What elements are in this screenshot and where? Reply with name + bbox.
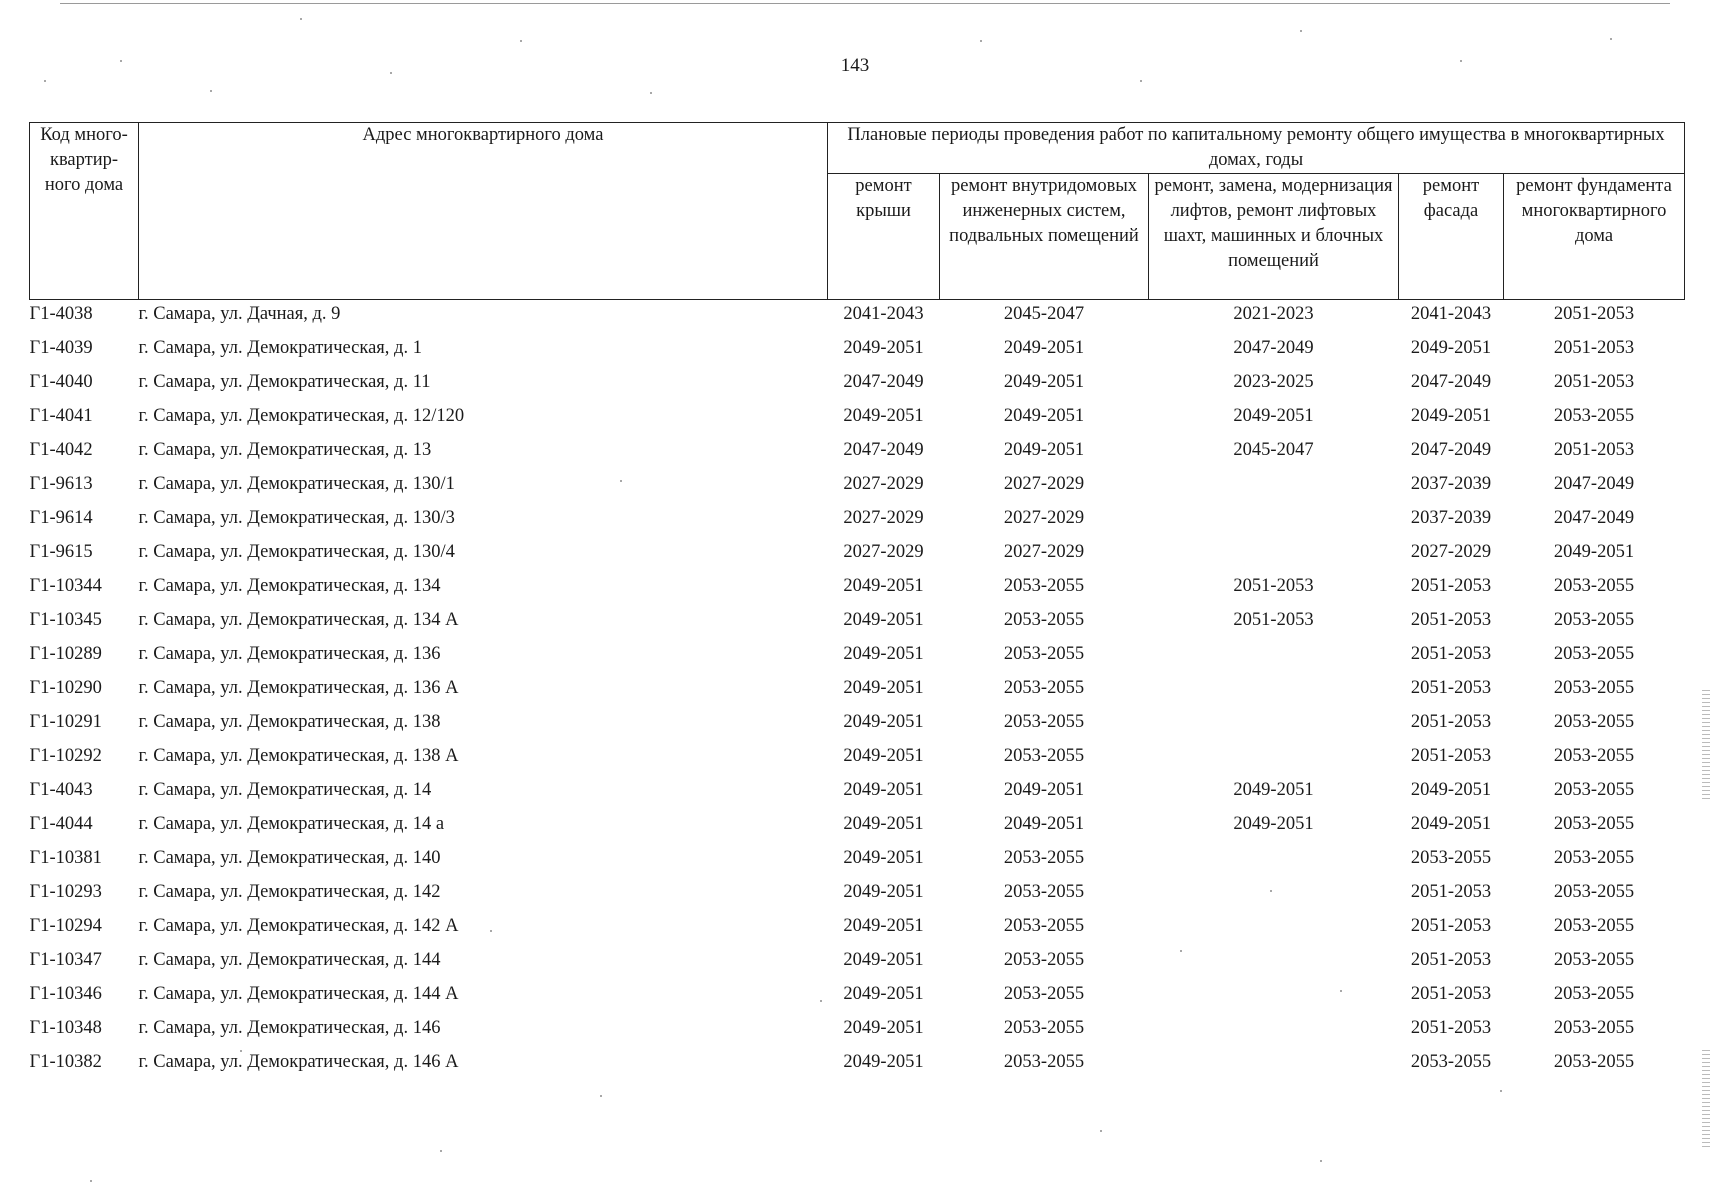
cell-code: Г1-10290 [29,678,102,698]
cell-code: Г1-4043 [29,780,93,800]
cell-roof: 2049-2051 [843,848,924,868]
cell-code: Г1-10291 [29,712,102,732]
table-row [30,812,1685,846]
cell-roof: 2049-2051 [843,1052,924,1072]
cell-facade: 2027-2029 [1410,542,1492,562]
cell-foundation: 2047-2049 [1553,508,1635,528]
cell-facade: 2049-2051 [1410,780,1492,800]
cell-facade: 2053-2055 [1410,848,1492,868]
cell-foundation: 2053-2055 [1553,984,1635,1004]
cell-systems: 2053-2055 [1003,1052,1085,1072]
cell-foundation: 2053-2055 [1553,916,1635,936]
cell-systems: 2049-2051 [1003,780,1085,800]
cell-address: г. Самара, ул. Демократическая, д. 140 [138,848,441,868]
table-row [30,540,1685,574]
scan-speck [620,480,622,482]
cell-facade: 2037-2039 [1410,508,1492,528]
cell-roof: 2049-2051 [843,746,924,766]
cell-roof: 2049-2051 [843,916,924,936]
table-row [30,846,1685,880]
table-row [30,642,1685,676]
table-header [30,123,1685,300]
cell-address: г. Самара, ул. Демократическая, д. 130/3 [138,508,455,528]
cell-foundation: 2051-2053 [1553,440,1635,460]
cell-systems: 2027-2029 [1003,508,1085,528]
cell-lifts [1149,1050,1399,1084]
table-row [30,438,1685,472]
cell-systems: 2027-2029 [1003,542,1085,562]
cell-facade: 2051-2053 [1410,746,1492,766]
header-lifts: ремонт, замена, модернизация лифтов, ремонт лифтовых шахт, машинных и блочных помещений [1149,174,1399,300]
cell-facade: 2053-2055 [1410,1052,1492,1072]
cell-systems: 2049-2051 [1003,440,1085,460]
cell-lifts [1149,846,1399,880]
cell-roof: 2049-2051 [843,610,924,630]
cell-facade: 2051-2053 [1410,984,1492,1004]
cell-foundation: 2053-2055 [1553,712,1635,732]
cell-roof: 2049-2051 [843,678,924,698]
page-number: 143 [840,55,870,76]
cell-code: Г1-10289 [29,644,102,664]
cell-facade: 2049-2051 [1410,406,1492,426]
cell-code: Г1-10293 [29,882,102,902]
table-row [30,370,1685,404]
table-body [30,300,1685,1085]
cell-lifts [1149,948,1399,982]
cell-systems: 2049-2051 [1003,406,1085,426]
cell-address: г. Самара, ул. Демократическая, д. 1 [138,338,422,358]
table-row [30,300,1685,337]
cell-code: Г1-10344 [29,576,102,596]
cell-facade: 2049-2051 [1410,814,1492,834]
cell-systems: 2053-2055 [1003,576,1085,596]
cell-lifts: 2045-2047 [1233,440,1314,460]
cell-lifts: 2021-2023 [1233,304,1314,324]
cell-address: г. Самара, ул. Демократическая, д. 134 [138,576,441,596]
cell-lifts [1149,676,1399,710]
header-address: Адрес многоквартирного дома [139,123,828,300]
cell-address: г. Самара, ул. Демократическая, д. 136 [138,644,441,664]
header-code: Код много-квартир-ного дома [30,123,139,300]
cell-roof: 2049-2051 [843,712,924,732]
cell-lifts: 2049-2051 [1233,780,1314,800]
table-row [30,472,1685,506]
cell-code: Г1-9614 [29,508,93,528]
cell-systems: 2053-2055 [1003,984,1085,1004]
table-row [30,982,1685,1016]
cell-foundation: 2053-2055 [1553,950,1635,970]
scan-edge-marks-bottom [1702,1050,1710,1150]
cell-systems: 2053-2055 [1003,848,1085,868]
scan-speck [600,1095,602,1097]
cell-facade: 2051-2053 [1410,950,1492,970]
scan-speck [1500,1090,1502,1092]
cell-foundation: 2053-2055 [1553,610,1635,630]
table-row [30,710,1685,744]
cell-lifts [1149,982,1399,1016]
scan-speck [390,72,392,74]
scan-speck [1300,30,1302,32]
cell-foundation: 2053-2055 [1553,1052,1635,1072]
cell-roof: 2049-2051 [843,406,924,426]
scan-speck [650,92,652,94]
cell-facade: 2051-2053 [1410,882,1492,902]
table-row [30,880,1685,914]
cell-facade: 2051-2053 [1410,916,1492,936]
cell-facade: 2051-2053 [1410,678,1492,698]
table-row [30,778,1685,812]
scan-speck [440,1150,442,1152]
cell-foundation: 2053-2055 [1553,780,1635,800]
cell-code: Г1-10294 [29,916,102,936]
scan-speck [300,18,302,20]
scan-speck [980,40,982,42]
cell-systems: 2053-2055 [1003,882,1085,902]
cell-code: Г1-4044 [29,814,93,834]
table-row [30,574,1685,608]
table-row [30,948,1685,982]
header-systems: ремонт внутридомовых инженерных систем, подвальных помещений [940,174,1149,300]
cell-foundation: 2053-2055 [1553,644,1635,664]
cell-code: Г1-10346 [29,984,102,1004]
cell-systems: 2045-2047 [1003,304,1085,324]
cell-foundation: 2053-2055 [1553,746,1635,766]
cell-code: Г1-4038 [29,304,93,324]
scan-speck [1460,60,1462,62]
scan-speck [44,80,46,82]
cell-systems: 2053-2055 [1003,610,1085,630]
header-foundation: ремонт фундамента многоквартирного дома [1504,174,1685,300]
cell-foundation: 2047-2049 [1553,474,1635,494]
scan-speck [240,1050,242,1052]
scan-speck [820,1000,822,1002]
table-row [30,506,1685,540]
cell-systems: 2053-2055 [1003,1018,1085,1038]
cell-lifts [1149,914,1399,948]
cell-roof: 2049-2051 [843,950,924,970]
cell-systems: 2053-2055 [1003,950,1085,970]
scan-speck [90,1180,92,1182]
cell-address: г. Самара, ул. Демократическая, д. 138 А [138,746,459,766]
cell-address: г. Самара, ул. Демократическая, д. 130/1 [138,474,455,494]
cell-lifts [1149,744,1399,778]
cell-foundation: 2053-2055 [1553,678,1635,698]
scan-speck [1140,80,1142,82]
header-facade: ремонт фасада [1399,174,1504,300]
cell-address: г. Самара, ул. Демократическая, д. 144 [138,950,441,970]
cell-facade: 2051-2053 [1410,576,1492,596]
cell-lifts [1149,1016,1399,1050]
header-periods-group: Плановые периоды проведения работ по капитальному ремонту общего имущества в многоквартирных домах, годы [828,123,1685,174]
table-row [30,914,1685,948]
cell-systems: 2027-2029 [1003,474,1085,494]
cell-foundation: 2053-2055 [1553,406,1635,426]
cell-systems: 2053-2055 [1003,746,1085,766]
cell-systems: 2053-2055 [1003,678,1085,698]
scan-top-line [60,3,1670,4]
scan-speck [520,40,522,42]
scan-speck [1180,950,1182,952]
scan-speck [1610,38,1612,40]
cell-address: г. Самара, ул. Демократическая, д. 14 а [138,814,445,834]
cell-roof: 2049-2051 [843,644,924,664]
cell-code: Г1-10292 [29,746,102,766]
cell-address: г. Самара, ул. Демократическая, д. 14 [138,780,432,800]
cell-address: г. Самара, ул. Демократическая, д. 13 [138,440,432,460]
cell-roof: 2027-2029 [843,474,924,494]
cell-foundation: 2049-2051 [1553,542,1635,562]
cell-code: Г1-10382 [29,1052,102,1072]
cell-facade: 2047-2049 [1410,372,1492,392]
cell-code: Г1-10348 [29,1018,102,1038]
cell-code: Г1-9615 [29,542,93,562]
cell-lifts: 2051-2053 [1233,610,1314,630]
cell-foundation: 2053-2055 [1553,814,1635,834]
cell-roof: 2049-2051 [843,338,924,358]
cell-address: г. Самара, ул. Демократическая, д. 146 А [138,1052,459,1072]
cell-systems: 2049-2051 [1003,814,1085,834]
table-row [30,1016,1685,1050]
cell-facade: 2049-2051 [1410,338,1492,358]
table-row [30,608,1685,642]
scan-speck [1270,890,1272,892]
cell-facade: 2037-2039 [1410,474,1492,494]
cell-facade: 2051-2053 [1410,1018,1492,1038]
cell-code: Г1-10381 [29,848,102,868]
cell-lifts [1149,506,1399,540]
cell-roof: 2047-2049 [843,440,924,460]
cell-address: г. Самара, ул. Демократическая, д. 136 А [138,678,459,698]
cell-lifts: 2049-2051 [1233,814,1314,834]
cell-roof: 2049-2051 [843,576,924,596]
cell-code: Г1-10345 [29,610,102,630]
cell-lifts: 2051-2053 [1233,576,1314,596]
cell-systems: 2049-2051 [1003,372,1085,392]
cell-roof: 2049-2051 [843,882,924,902]
cell-roof: 2047-2049 [843,372,924,392]
cell-lifts: 2047-2049 [1233,338,1314,358]
scan-speck [1100,1130,1102,1132]
cell-lifts [1149,880,1399,914]
cell-systems: 2053-2055 [1003,916,1085,936]
scan-speck [210,90,212,92]
cell-address: г. Самара, ул. Демократическая, д. 142 А [138,916,459,936]
cell-roof: 2049-2051 [843,984,924,1004]
cell-roof: 2049-2051 [843,814,924,834]
table-row [30,336,1685,370]
table-row [30,744,1685,778]
scan-edge-marks [1702,690,1710,800]
cell-address: г. Самара, ул. Дачная, д. 9 [138,304,341,324]
cell-code: Г1-9613 [29,474,93,494]
cell-code: Г1-4041 [29,406,93,426]
cell-address: г. Самара, ул. Демократическая, д. 11 [138,372,431,392]
cell-address: г. Самара, ул. Демократическая, д. 144 А [138,984,459,1004]
cell-foundation: 2051-2053 [1553,372,1635,392]
cell-foundation: 2051-2053 [1553,338,1635,358]
cell-lifts [1149,710,1399,744]
cell-lifts [1149,472,1399,506]
cell-systems: 2049-2051 [1003,338,1085,358]
cell-address: г. Самара, ул. Демократическая, д. 142 [138,882,441,902]
cell-address: г. Самара, ул. Демократическая, д. 12/120 [138,406,465,426]
cell-systems: 2053-2055 [1003,712,1085,732]
cell-address: г. Самара, ул. Демократическая, д. 138 [138,712,441,732]
cell-foundation: 2051-2053 [1553,304,1635,324]
table-row [30,1050,1685,1084]
scan-speck [120,60,122,62]
header-roof: ремонт крыши [828,174,940,300]
cell-code: Г1-4042 [29,440,93,460]
cell-roof: 2027-2029 [843,508,924,528]
cell-code: Г1-10347 [29,950,102,970]
scan-speck [1320,1160,1322,1162]
cell-roof: 2027-2029 [843,542,924,562]
table-row [30,404,1685,438]
cell-lifts: 2023-2025 [1233,372,1314,392]
cell-facade: 2051-2053 [1410,644,1492,664]
table-row [30,676,1685,710]
cell-code: Г1-4040 [29,372,93,392]
cell-code: Г1-4039 [29,338,93,358]
cell-foundation: 2053-2055 [1553,848,1635,868]
cell-facade: 2051-2053 [1410,610,1492,630]
cell-lifts: 2049-2051 [1233,406,1314,426]
cell-foundation: 2053-2055 [1553,882,1635,902]
capital-repair-table [29,122,1685,1084]
cell-roof: 2049-2051 [843,1018,924,1038]
cell-foundation: 2053-2055 [1553,1018,1635,1038]
cell-roof: 2049-2051 [843,780,924,800]
cell-facade: 2051-2053 [1410,712,1492,732]
cell-roof: 2041-2043 [843,304,924,324]
cell-address: г. Самара, ул. Демократическая, д. 134 А [138,610,459,630]
cell-foundation: 2053-2055 [1553,576,1635,596]
cell-address: г. Самара, ул. Демократическая, д. 130/4 [138,542,455,562]
cell-systems: 2053-2055 [1003,644,1085,664]
cell-facade: 2047-2049 [1410,440,1492,460]
scan-speck [490,930,492,932]
cell-lifts [1149,642,1399,676]
cell-address: г. Самара, ул. Демократическая, д. 146 [138,1018,441,1038]
cell-lifts [1149,540,1399,574]
cell-facade: 2041-2043 [1410,304,1492,324]
scan-speck [1340,990,1342,992]
